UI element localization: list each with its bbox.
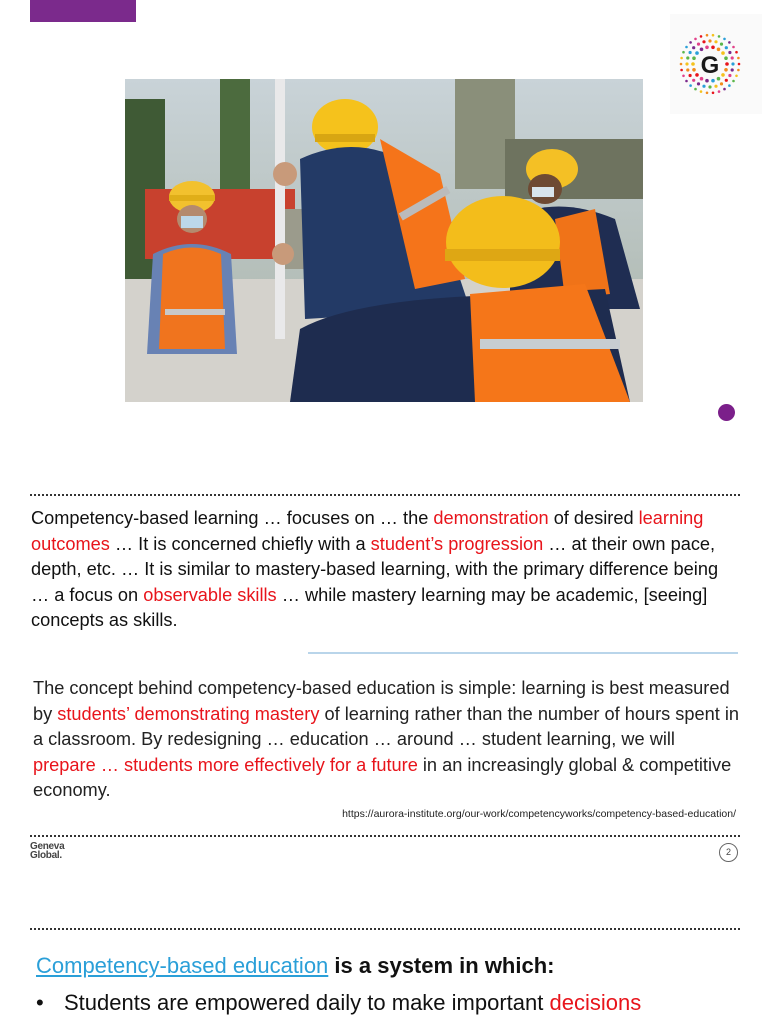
logo-dot bbox=[732, 80, 735, 83]
bullet-item bbox=[36, 990, 641, 1016]
quote2-highlight-1: students’ demonstrating mastery bbox=[57, 703, 320, 724]
quote2-highlight-2: prepare … students more effectively for a future bbox=[33, 754, 418, 775]
logo-dot bbox=[705, 79, 709, 83]
logo-dot bbox=[735, 75, 738, 78]
logo-dot bbox=[725, 62, 729, 66]
logo-dot bbox=[689, 51, 692, 54]
logo-dot bbox=[728, 41, 731, 44]
logo-dot bbox=[685, 46, 688, 49]
logo-dot bbox=[700, 48, 704, 52]
logo-dot bbox=[695, 73, 699, 77]
logo-dot bbox=[721, 51, 725, 55]
geneva-global-logo bbox=[670, 14, 762, 114]
dotted-divider-section bbox=[30, 928, 740, 930]
logo-dot bbox=[723, 88, 726, 91]
logo-dot bbox=[720, 82, 723, 85]
logo-icon bbox=[670, 14, 762, 114]
competency-education-link[interactable]: Competency-based education bbox=[36, 953, 329, 978]
logo-dot bbox=[689, 74, 692, 77]
quote1-text-4: … at their own pace, depth, etc. … It is similar to mastery-based learning, with the primary difference being … a focus on bbox=[31, 533, 719, 605]
construction-workers-photo bbox=[125, 79, 643, 402]
quote1-text-3: … It is concerned chiefly with a bbox=[109, 533, 371, 554]
logo-dot bbox=[720, 43, 723, 46]
quote1-highlight-1: demonstration bbox=[433, 508, 549, 528]
logo-dot bbox=[692, 56, 696, 60]
footer-brand-line1: Geneva bbox=[30, 841, 65, 852]
logo-dot bbox=[728, 74, 731, 77]
logo-dot bbox=[711, 79, 715, 83]
logo-dot bbox=[685, 80, 688, 83]
logo-dot bbox=[731, 62, 734, 65]
quote1-highlight-3: student’s progression bbox=[370, 533, 544, 554]
logo-dot bbox=[721, 73, 725, 77]
logo-dot bbox=[714, 40, 717, 43]
logo-dot bbox=[738, 63, 741, 66]
logo-dot bbox=[692, 68, 696, 72]
logo-dot bbox=[728, 84, 731, 87]
logo-letter: G bbox=[700, 52, 720, 79]
logo-dot bbox=[680, 69, 683, 72]
quote2-text-1: The concept behind competency-based education is simple: learning is best measured by bbox=[33, 678, 730, 724]
logo-dot bbox=[725, 79, 728, 82]
logo-dot bbox=[712, 34, 715, 37]
logo-dot bbox=[686, 68, 689, 71]
logo-dot bbox=[697, 82, 700, 85]
logo-dot bbox=[718, 35, 721, 38]
logo-dot bbox=[725, 46, 728, 49]
logo-dot bbox=[737, 57, 740, 60]
quote1-text-1: Competency-based learning … focuses on … the bbox=[31, 508, 434, 528]
logo-dot bbox=[682, 51, 685, 54]
logo-dot bbox=[718, 90, 721, 93]
logo-dot bbox=[689, 41, 692, 44]
logo-dot bbox=[737, 69, 740, 72]
logo-dot bbox=[711, 46, 715, 50]
logo-dot bbox=[708, 85, 711, 88]
logo-dot bbox=[728, 51, 731, 54]
bullet-icon: • bbox=[36, 990, 44, 1015]
logo-dot bbox=[680, 63, 683, 66]
logo-dot bbox=[686, 56, 689, 59]
purple-dot-marker bbox=[718, 404, 735, 421]
logo-dot bbox=[724, 68, 728, 72]
section-heading bbox=[36, 953, 554, 979]
geneva-global-footer-logo bbox=[30, 842, 64, 860]
purple-accent-tab bbox=[30, 0, 136, 22]
logo-dot bbox=[680, 57, 683, 60]
logo-dot bbox=[695, 51, 699, 55]
logo-dot bbox=[697, 43, 700, 46]
logo-dot bbox=[732, 46, 735, 49]
logo-dot bbox=[724, 56, 728, 60]
logo-dot bbox=[700, 35, 703, 38]
page-number: 2 bbox=[719, 843, 738, 862]
logo-dot bbox=[708, 39, 711, 42]
logo-dot bbox=[731, 68, 734, 71]
source-link[interactable]: https://aurora-institute.org/our-work/competencyworks/competency-based-education/ bbox=[342, 808, 736, 820]
logo-dot bbox=[735, 51, 738, 54]
logo-dot bbox=[689, 84, 692, 87]
logo-dot bbox=[694, 38, 697, 41]
quote2-text-2: of learning rather than the number of hours spent in a classroom. By redesigning … education … around … student learning, we will bbox=[33, 703, 740, 750]
logo-dot bbox=[691, 62, 695, 66]
dotted-divider-top bbox=[30, 494, 740, 496]
logo-dot bbox=[714, 85, 717, 88]
logo-dot bbox=[705, 46, 709, 50]
logo-dot bbox=[723, 38, 726, 41]
logo-dot bbox=[694, 88, 697, 91]
logo-dot bbox=[712, 92, 715, 95]
logo-dot bbox=[692, 79, 695, 82]
quote2-text-3: in an increasingly global & competitive economy. bbox=[33, 754, 732, 801]
quote1-highlight-4: observable skills bbox=[143, 584, 277, 605]
logo-dot bbox=[717, 48, 721, 52]
logo-dot bbox=[706, 34, 709, 37]
logo-dot bbox=[682, 75, 685, 78]
bullet-highlight: decisions bbox=[549, 990, 642, 1015]
blue-divider bbox=[308, 652, 738, 654]
quote1-text-2: of desired bbox=[548, 508, 639, 528]
competency-education-quote bbox=[33, 676, 739, 804]
logo-dot bbox=[700, 90, 703, 93]
bullet-text: Students are empowered daily to make important bbox=[64, 990, 550, 1015]
competency-learning-quote bbox=[31, 506, 741, 634]
quote1-highlight-2: learning outcomes bbox=[31, 508, 704, 554]
logo-dot bbox=[706, 92, 709, 95]
logo-dot bbox=[692, 46, 695, 49]
logo-dot bbox=[702, 85, 705, 88]
quote1-text-5: … while mastery learning may be academic, [seeing] concepts as skills. bbox=[31, 584, 708, 631]
logo-dot bbox=[702, 40, 705, 43]
heading-rest: is a system in which: bbox=[328, 953, 555, 978]
footer-brand-line2: Global. bbox=[30, 850, 62, 861]
logo-dot bbox=[685, 62, 688, 65]
dotted-divider-footer bbox=[30, 835, 740, 837]
logo-dot bbox=[731, 56, 734, 59]
